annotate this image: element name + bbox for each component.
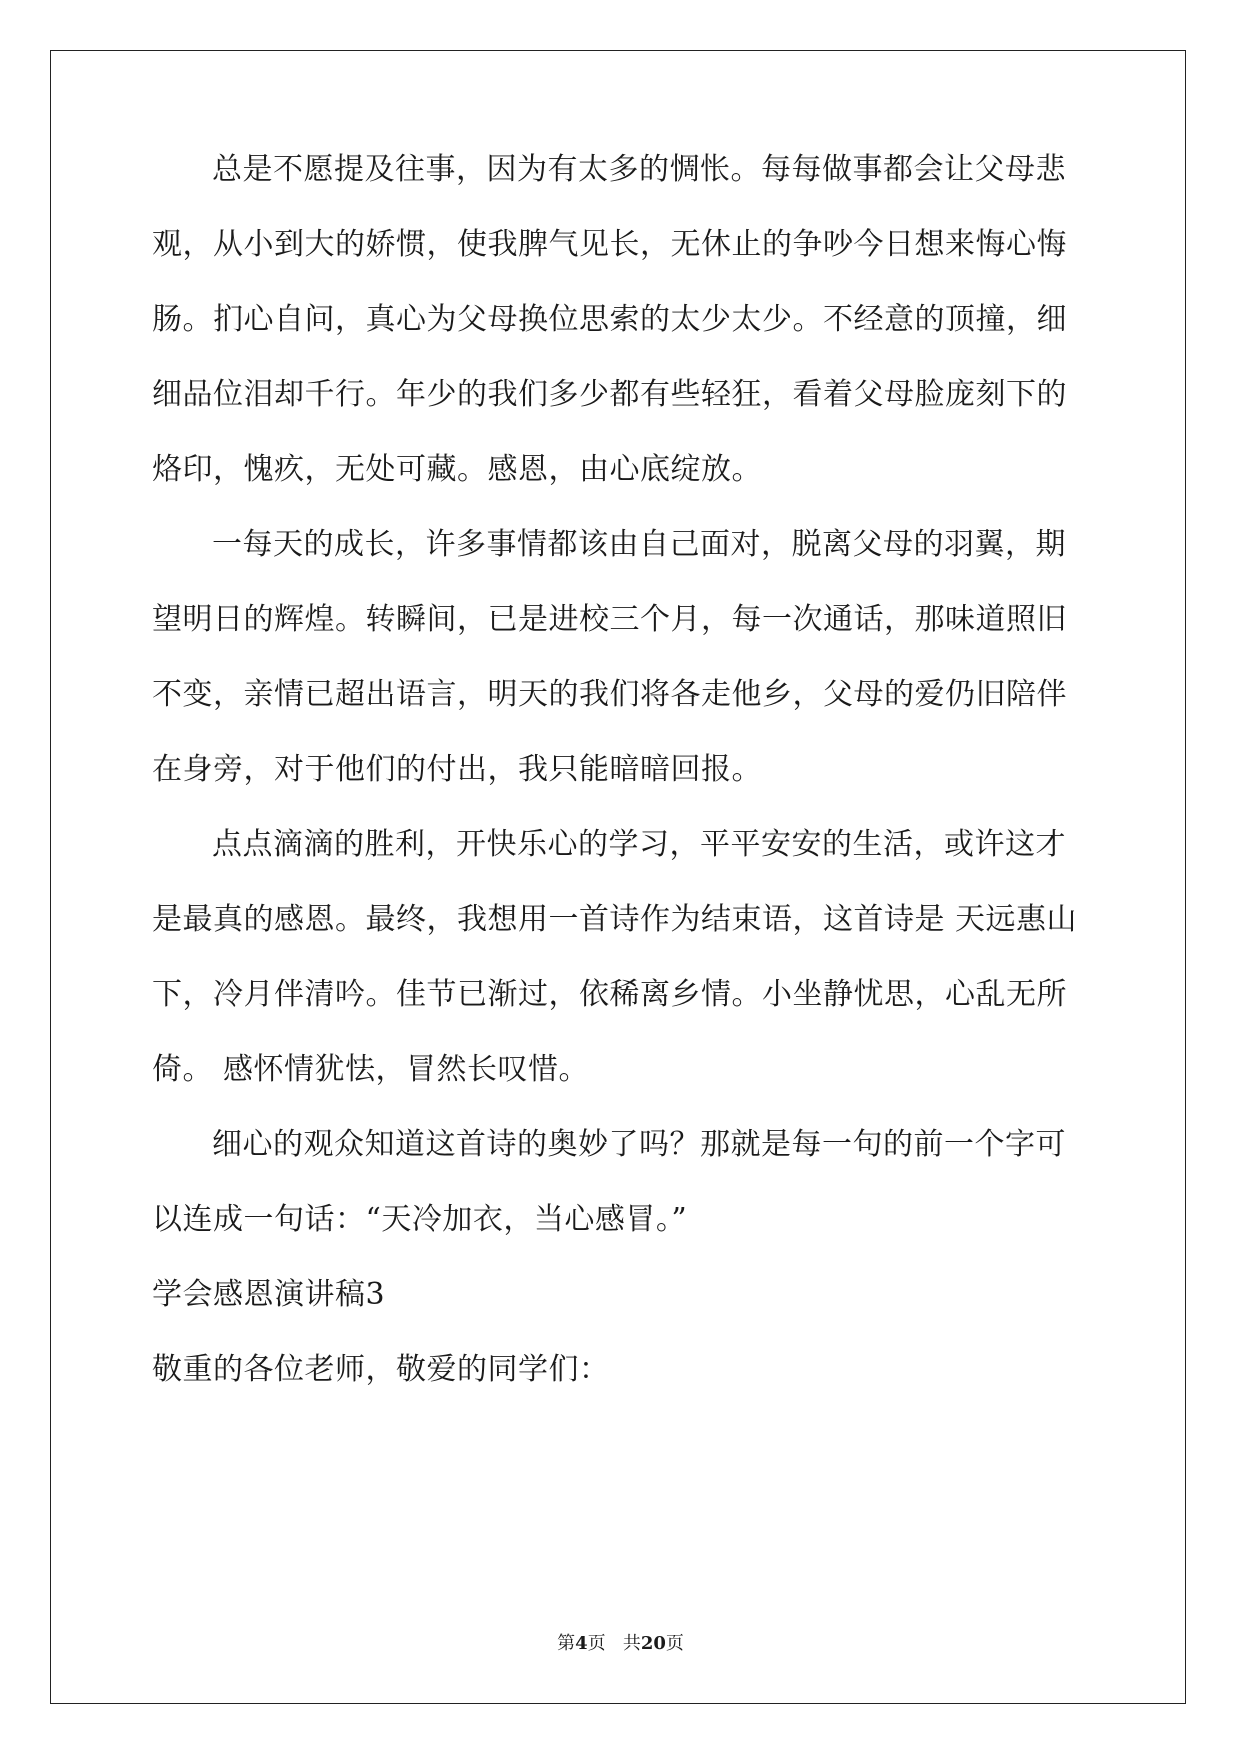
text-line: 倚。 感怀情犹怯，冒然长叹惜。 xyxy=(152,1052,590,1087)
text-line: 不变，亲情已超出语言，明天的我们将各走他乡，父母的爱仍旧陪伴 xyxy=(152,677,1067,712)
text-line: 一每天的成长，许多事情都该由自己面对，脱离父母的羽翼，期 xyxy=(212,527,1066,562)
text-line: 细品位泪却千行。年少的我们多少都有些轻狂，看着父母脸庞刻下的 xyxy=(152,377,1067,412)
text-line: 肠。扪心自问，真心为父母换位思索的太少太少。不经意的顶撞，细 xyxy=(152,302,1067,337)
text-line: 细心的观众知道这首诗的奥妙了吗？那就是每一句的前一个字可 xyxy=(212,1127,1066,1162)
page-border xyxy=(50,50,1186,1704)
text-line: 下，冷月伴清吟。佳节已渐过，依稀离乡情。小坐静忧思，心乱无所 xyxy=(152,977,1067,1012)
page-footer xyxy=(0,1632,1241,1656)
text-line: 望明日的辉煌。转瞬间，已是进校三个月，每一次通话，那味道照旧 xyxy=(152,602,1067,637)
text-line: 以连成一句话：“天冷加衣，当心感冒。” xyxy=(152,1202,688,1237)
text-line: 是最真的感恩。最终，我想用一首诗作为结束语，这首诗是 天远惠山 xyxy=(152,902,1078,937)
text-line: 观，从小到大的娇惯，使我脾气见长，无休止的争吵今日想来悔心悔 xyxy=(152,227,1067,262)
footer-page-suffix: 页 xyxy=(587,1633,606,1654)
text-line: 点点滴滴的胜利，开快乐心的学习，平平安安的生活，或许这才 xyxy=(212,827,1066,862)
salutation: 敬重的各位老师，敬爱的同学们： xyxy=(152,1352,610,1387)
footer-total-suffix: 页 xyxy=(665,1633,684,1654)
total-page-count: 20 xyxy=(640,1633,666,1654)
section-heading: 学会感恩演讲稿3 xyxy=(152,1277,386,1312)
text-line: 总是不愿提及往事，因为有太多的惆怅。每每做事都会让父母悲 xyxy=(212,152,1066,187)
text-line: 烙印，愧疚，无处可藏。感恩，由心底绽放。 xyxy=(152,452,762,487)
footer-prefix: 第 xyxy=(557,1633,576,1654)
text-line: 在身旁，对于他们的付出，我只能暗暗回报。 xyxy=(152,752,762,787)
current-page-number: 4 xyxy=(575,1633,588,1654)
footer-total-prefix: 共 xyxy=(622,1633,641,1654)
